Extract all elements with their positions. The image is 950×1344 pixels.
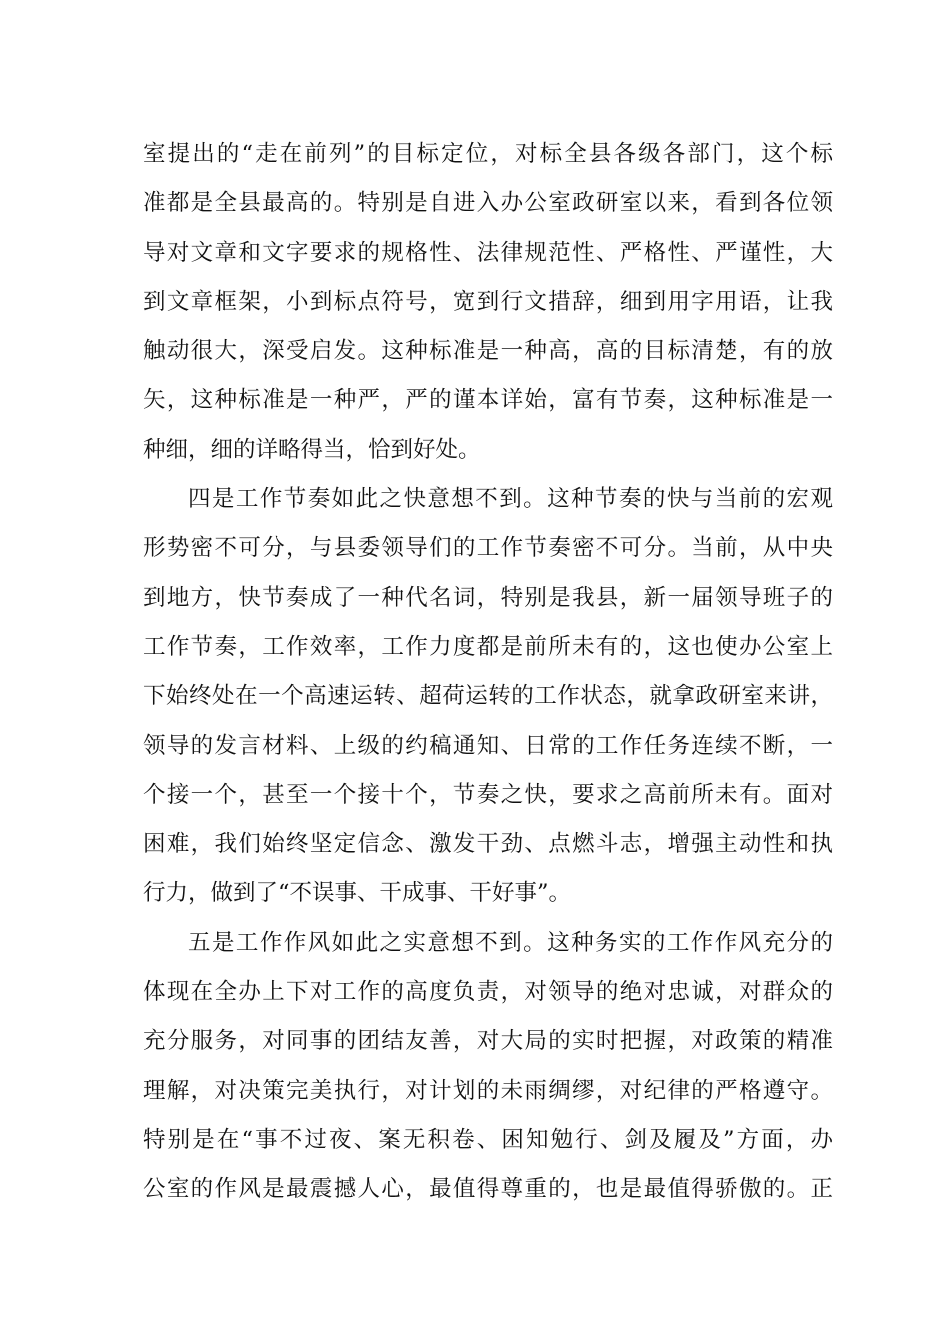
text-line: 种细，细的详略得当，恰到好处。 xyxy=(143,436,481,463)
text-line: 室提出的“走在前列”的目标定位，对标全县各级各部门，这个标 xyxy=(143,141,833,167)
text-line: 体现在全办上下对工作的高度负责，对领导的绝对忠诚，对群众的 xyxy=(143,979,833,1006)
body-text xyxy=(143,130,833,1215)
text-line: 工作节奏，工作效率，工作力度都是前所未有的，这也使办公室上 xyxy=(143,633,833,660)
text-line: 困难，我们始终坚定信念、激发干劲、点燃斗志，增强主动性和执 xyxy=(143,831,833,858)
text-line: 矢，这种标准是一种严，严的谨本详始，富有节奏，这种标准是一 xyxy=(143,387,833,414)
text-line: 充分服务，对同事的团结友善，对大局的实时把握，对政策的精准 xyxy=(143,1028,833,1055)
text-line: 到文章框架，小到标点符号，宽到行文措辞，细到用字用语，让我 xyxy=(143,288,833,315)
text-line: 理解，对决策完美执行，对计划的未雨绸缪，对纪律的严格遵守。 xyxy=(143,1077,833,1104)
text-line: 行力，做到了“不误事、干成事、干好事”。 xyxy=(143,880,572,907)
text-line: 准都是全县最高的。特别是自进入办公室政研室以来，看到各位领 xyxy=(143,190,833,217)
text-line: 领导的发言材料、上级的约稿通知、日常的工作任务连续不断，一 xyxy=(143,732,833,759)
text-line: 触动很大，深受启发。这种标准是一种高，高的目标清楚，有的放 xyxy=(143,338,833,365)
text-line: 公室的作风是最震撼人心，最值得尊重的，也是最值得骄傲的。正 xyxy=(143,1176,833,1203)
text-line: 特别是在“事不过夜、案无积卷、困知勉行、剑及履及”方面，办 xyxy=(143,1126,833,1153)
text-line: 形势密不可分，与县委领导们的工作节奏密不可分。当前，从中央 xyxy=(143,535,833,562)
paragraph-start-line: 五是工作作风如此之实意想不到。这种务实的工作作风充分的 xyxy=(188,929,833,956)
text-line: 下始终处在一个高速运转、超荷运转的工作状态，就拿政研室来讲， xyxy=(143,683,833,710)
text-line: 导对文章和文字要求的规格性、法律规范性、严格性、严谨性，大 xyxy=(143,239,833,266)
paragraph-start-line: 四是工作节奏如此之快意想不到。这种节奏的快与当前的宏观 xyxy=(188,486,833,513)
text-line: 个接一个，甚至一个接十个，节奏之快，要求之高前所未有。面对 xyxy=(143,781,833,808)
text-line: 到地方，快节奏成了一种代名词，特别是我县，新一届领导班子的 xyxy=(143,584,833,611)
